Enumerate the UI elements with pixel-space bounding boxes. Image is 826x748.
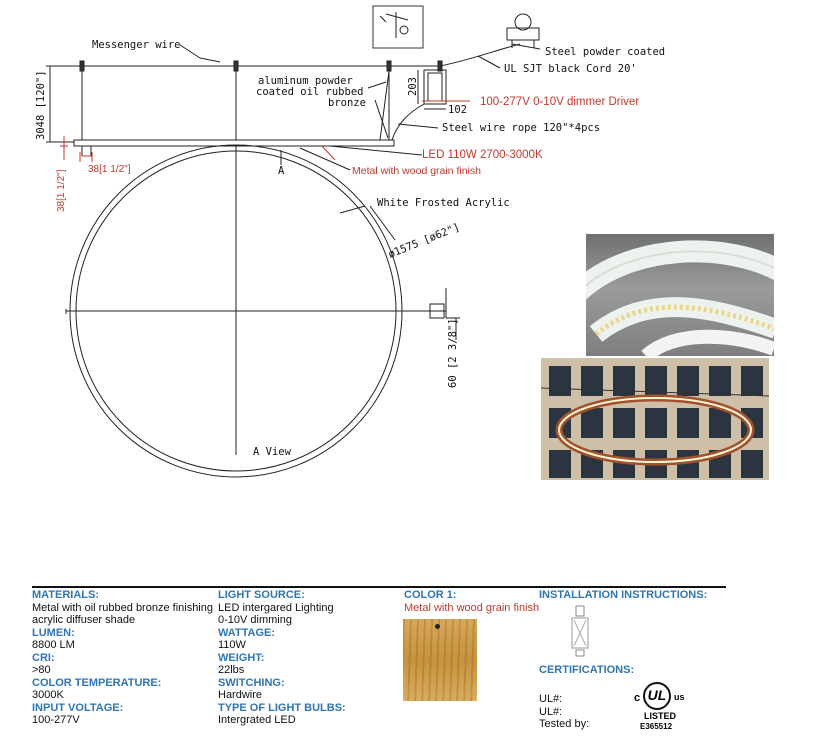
- ul-label-1: UL#:: [539, 693, 563, 705]
- cri-value: >80: [32, 664, 51, 676]
- weight-label: WEIGHT:: [218, 651, 265, 664]
- lumen-value: 8800 LM: [32, 639, 75, 651]
- light-source-value-1: LED intergared Lighting: [218, 601, 334, 614]
- switching-value: Hardwire: [218, 689, 263, 701]
- spec-column-2: [218, 589, 346, 727]
- wood-grain-swatch: [403, 619, 477, 701]
- dim-60-label: 60 [2 3/8"]: [447, 318, 459, 388]
- spec-column-1: [32, 589, 213, 727]
- wattage-value: 110W: [218, 639, 246, 651]
- materials-value-2: acrylic diffuser shade: [32, 614, 136, 626]
- dim-203-label: 203: [407, 77, 419, 96]
- led-label: LED 110W 2700-3000K: [422, 149, 543, 161]
- diameter-label: ø1575 [ø62"]: [386, 221, 462, 261]
- steel-wire-label: Steel wire rope 120"*4pcs: [442, 122, 601, 134]
- color1-value: Metal with wood grain finish: [404, 601, 540, 614]
- ul-circle-icon: [643, 682, 671, 710]
- cert-label: CERTIFICATIONS:: [539, 664, 635, 676]
- aluminum-label-3: bronze: [328, 97, 366, 109]
- ul-number-text: E365512: [640, 722, 673, 731]
- dim-102-label: 102: [448, 104, 467, 116]
- spec-column-3: [404, 589, 539, 614]
- ul-info: [539, 693, 589, 731]
- ul-listed-text: LISTED: [644, 711, 677, 721]
- metal-wood-label: Metal with wood grain finish: [352, 165, 481, 177]
- input-voltage-label: INPUT VOLTAGE:: [32, 701, 124, 714]
- dim-38-side-label: 38[1 1/2"]: [56, 169, 67, 212]
- light-source-value-2: 0-10V dimming: [218, 614, 292, 626]
- ul-letters: UL: [647, 687, 667, 703]
- led-strip-photo: [586, 234, 774, 356]
- input-voltage-value: 100-277V: [32, 714, 80, 726]
- ul-cord-label: UL SJT black Cord 20': [504, 63, 637, 75]
- materials-label: MATERIALS:: [32, 589, 100, 601]
- messenger-wire-label: Messenger wire: [92, 39, 181, 51]
- color1-label: COLOR 1:: [404, 589, 457, 601]
- aluminum-label-2: coated oil rubbed: [256, 86, 364, 98]
- color-temp-label: COLOR TEMPERATURE:: [32, 676, 162, 689]
- certifications-block: [539, 664, 634, 677]
- white-acrylic-label: White Frosted Acrylic: [377, 197, 510, 209]
- driver-label: 100-277V 0-10V dimmer Driver: [480, 96, 640, 108]
- color-temp-value: 3000K: [32, 689, 64, 701]
- ul-c-letter: c: [634, 692, 641, 704]
- spec-column-4: [539, 589, 707, 602]
- install-label: INSTALLATION INSTRUCTIONS:: [539, 589, 708, 601]
- wattage-label: WATTAGE:: [218, 626, 276, 639]
- section-a-label: A: [278, 165, 285, 177]
- weight-value: 22lbs: [218, 664, 245, 676]
- ul-us-letters: us: [674, 692, 685, 702]
- bulbs-label: TYPE OF LIGHT BULBS:: [218, 701, 346, 714]
- installed-ring-photo: [541, 358, 769, 480]
- materials-value-1: Metal with oil rubbed bronze finishing: [32, 601, 213, 614]
- bulbs-value: Intergrated LED: [218, 714, 296, 726]
- tested-by-label: Tested by:: [539, 718, 590, 730]
- switching-label: SWITCHING:: [218, 676, 285, 689]
- aluminum-label-1: aluminum powder: [258, 75, 353, 87]
- a-view-label: A View: [253, 446, 291, 458]
- steel-powder-label: Steel powder coated: [545, 46, 666, 58]
- ul-listed-mark: [634, 680, 696, 732]
- ul-label-2: UL#:: [539, 705, 563, 718]
- light-source-label: LIGHT SOURCE:: [218, 589, 305, 601]
- dim-38-bottom-label: 38[1 1/2"]: [88, 164, 131, 175]
- install-diagram-icon: [568, 604, 592, 660]
- driver-box: [424, 70, 446, 104]
- spec-divider: [32, 586, 726, 588]
- dim-3048-label: 3048 [120"]: [35, 70, 47, 140]
- cri-label: CRI:: [32, 651, 55, 664]
- lumen-label: LUMEN:: [32, 626, 75, 639]
